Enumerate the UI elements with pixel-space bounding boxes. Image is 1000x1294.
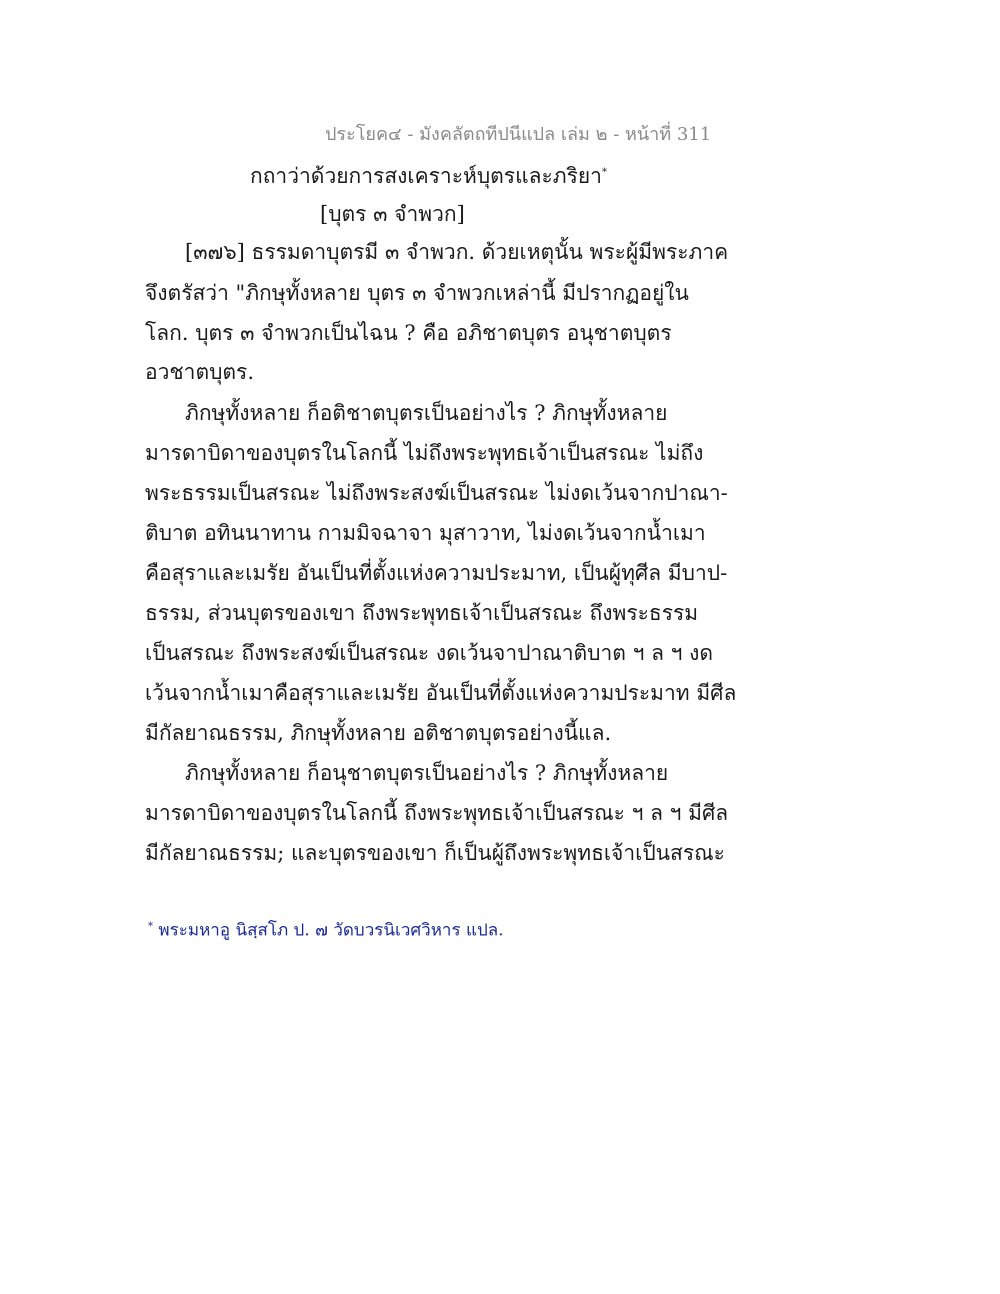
body-line: อวชาตบุตร.	[145, 360, 255, 384]
body-line: ภิกษุทั้งหลาย ก็อติชาตบุตรเป็นอย่างไร ? ภิกษุทั้งหลาย	[185, 401, 668, 425]
section-title-text: กถาว่าด้วยการสงเคราะห์บุตรและภริยา	[250, 164, 602, 188]
body-line: มารดาบิดาของบุตรในโลกนี้ ถึงพระพุทธเจ้าเป็นสรณะ ฯ ล ฯ มีศีล	[145, 801, 729, 825]
body-line: คือสุราและเมรัย อันเป็นที่ตั้งแห่งความประมาท, เป็นผู้ทุศีล มีบาป-	[145, 561, 728, 585]
body-line: มารดาบิดาของบุตรในโลกนี้ ไม่ถึงพระพุทธเจ้าเป็นสรณะ ไม่ถึง	[145, 441, 704, 465]
body-line: [๓๗๖] ธรรมดาบุตรมี ๓ จำพวก. ด้วยเหตุนั้น พระผู้มีพระภาค	[185, 240, 729, 264]
body-line: มีกัลยาณธรรม, ภิกษุทั้งหลาย อติชาตบุตรอย่างนี้แล.	[145, 721, 612, 745]
footnote-text: พระมหาอู นิสฺสโภ ป. ๗ วัดบวรนิเวศวิหาร แปล.	[158, 920, 504, 941]
section-title	[250, 158, 607, 191]
footnote	[148, 912, 504, 946]
body-line: ติบาต อทินนาทาน กามมิจฉาจา มุสาวาท, ไม่งดเว้นจากน้ำเมา	[145, 521, 706, 545]
title-footnote-marker: *	[601, 167, 607, 178]
running-head: ประโยค๔ - มังคลัตถทีปนีแปล เล่ม ๒ - หน้าที่ 311	[325, 124, 712, 145]
section-subtitle: [บุตร ๓ จำพวก]	[320, 202, 465, 226]
body-line: พระธรรมเป็นสรณะ ไม่ถึงพระสงฆ์เป็นสรณะ ไม่งดเว้นจากปาณา-	[145, 481, 728, 505]
body-line: ธรรม, ส่วนบุตรของเขา ถึงพระพุทธเจ้าเป็นสรณะ ถึงพระธรรม	[145, 601, 699, 625]
body-line: เว้นจากน้ำเมาคือสุราและเมรัย อันเป็นที่ตั้งแห่งความประมาท มีศีล	[145, 681, 737, 705]
footnote-marker: *	[148, 921, 153, 932]
body-line: จึงตรัสว่า "ภิกษุทั้งหลาย บุตร ๓ จำพวกเหล่านี้ มีปรากฏอยู่ใน	[145, 281, 689, 305]
body-line: เป็นสรณะ ถึงพระสงฆ์เป็นสรณะ งดเว้นจาปาณาติบาต ฯ ล ฯ งด	[145, 641, 713, 665]
body-line: ภิกษุทั้งหลาย ก็อนุชาตบุตรเป็นอย่างไร ? ภิกษุทั้งหลาย	[185, 761, 669, 785]
body-line: โลก. บุตร ๓ จำพวกเป็นไฉน ? คือ อภิชาตบุตร อนุชาตบุตร	[145, 321, 672, 345]
body-line: มีกัลยาณธรรม; และบุตรของเขา ก็เป็นผู้ถึงพระพุทธเจ้าเป็นสรณะ	[145, 841, 725, 865]
